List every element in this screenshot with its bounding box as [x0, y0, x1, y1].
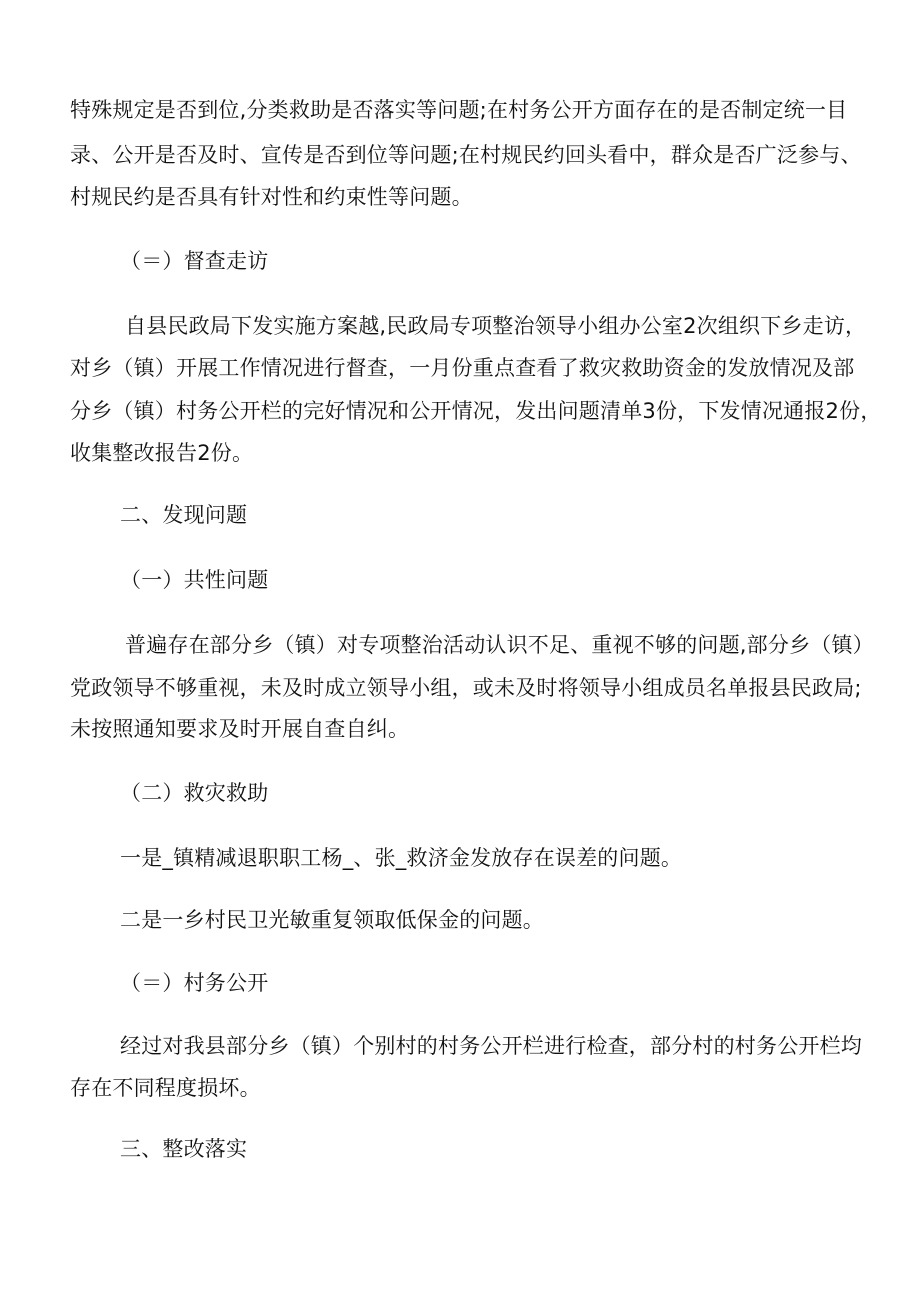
paragraph-line: 自县民政局下发实施方案越,民政局专项整治领导小组办公室2次组织下乡走访， — [125, 314, 867, 338]
paragraph-line: 分乡（镇）村务公开栏的完好情况和公开情况，发出问题清单3份，下发情况通报2份， — [70, 399, 882, 423]
paragraph-line: 村规民约是否具有针对性和约束性等问题。 — [70, 185, 473, 209]
paragraph-line: 收集整改报告2份。 — [70, 441, 254, 465]
subsection-heading-gongxing: （一）共性问题 — [120, 568, 269, 592]
subsection-heading-jiuzai: （二）救灾救助 — [120, 781, 269, 805]
paragraph-line: 普遍存在部分乡（镇）对专项整治活动认识不足、重视不够的问题,部分乡（镇） — [125, 633, 874, 657]
section-heading-2: 二、发现问题 — [120, 503, 248, 527]
paragraph-line: 特殊规定是否到位,分类救助是否落实等问题;在村务公开方面存在的是否制定统一目 — [70, 98, 848, 122]
paragraph-line: 对乡（镇）开展工作情况进行督查，一月份重点查看了救灾救助资金的发放情况及部 — [70, 356, 855, 380]
subsection-heading-cunwu: （＝）村务公开 — [120, 971, 269, 995]
paragraph-line: 存在不同程度损坏。 — [70, 1076, 261, 1100]
subsection-heading-ducha: （＝）督查走访 — [120, 249, 269, 273]
paragraph-line: 党政领导不够重视，未及时成立领导小组，或未及时将领导小组成员名单报县民政局; — [70, 676, 862, 700]
paragraph-line: 经过对我县部分乡（镇）个别村的村务公开栏进行检查，部分村的村务公开栏均 — [120, 1034, 862, 1058]
paragraph-line: 录、公开是否及时、宣传是否到位等问题;在村规民约回头看中，群众是否广泛参与、 — [70, 143, 862, 167]
paragraph-line: 二是一乡村民卫光敏重复领取低保金的问题。 — [120, 908, 544, 932]
paragraph-line: 未按照通知要求及时开展自查自纠。 — [70, 717, 410, 741]
section-heading-3: 三、整改落实 — [120, 1137, 248, 1161]
paragraph-line: 一是_镇精减退职职工杨_、张_救济金发放存在误差的问题。 — [120, 846, 683, 870]
